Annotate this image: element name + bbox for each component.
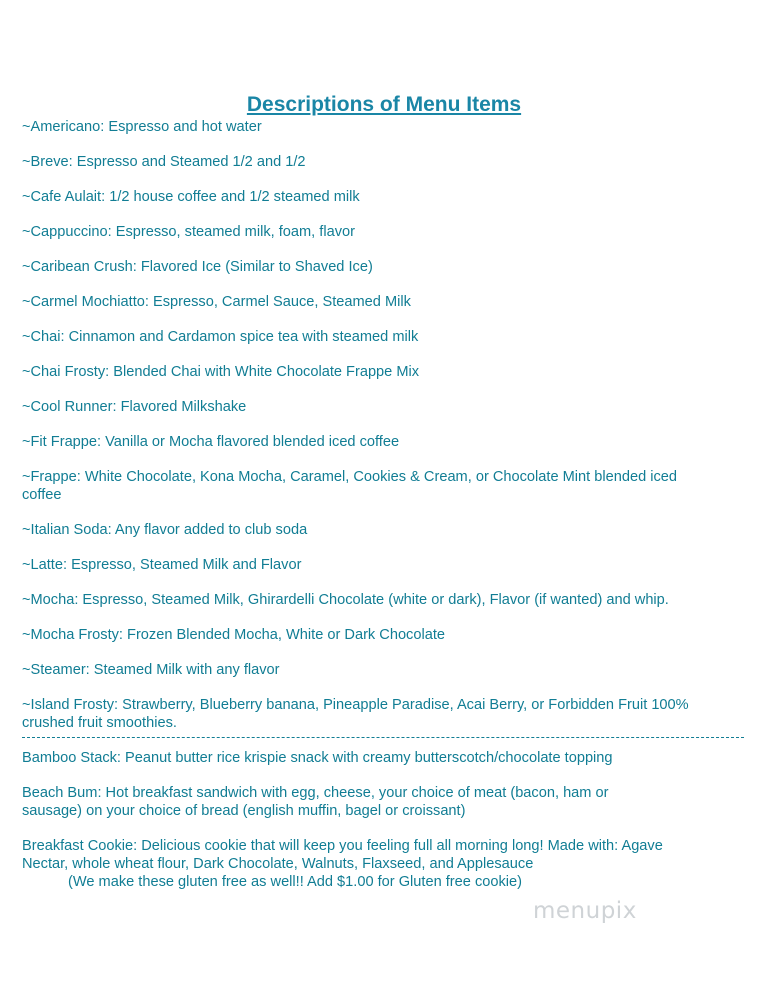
menu-item-fit-frappe: ~Fit Frappe: Vanilla or Mocha flavored blended iced coffee <box>22 434 400 450</box>
menu-item-mocha-frosty: ~Mocha Frosty: Frozen Blended Mocha, White or Dark Chocolate <box>22 627 445 643</box>
menu-item-caribean-crush: ~Caribean Crush: Flavored Ice (Similar to Shaved Ice) <box>22 259 373 275</box>
menu-item-beach-bum: Beach Bum: Hot breakfast sandwich with egg, cheese, your choice of meat (bacon, ham or <box>22 785 609 801</box>
menupix-watermark: menupix <box>533 898 637 924</box>
menu-item-cafe-aulait: ~Cafe Aulait: 1/2 house coffee and 1/2 steamed milk <box>22 189 360 205</box>
menu-item-latte: ~Latte: Espresso, Steamed Milk and Flavor <box>22 557 302 573</box>
menu-item-breve: ~Breve: Espresso and Steamed 1/2 and 1/2 <box>22 154 306 170</box>
menu-item-breakfast-cookie: Breakfast Cookie: Delicious cookie that will keep you feeling full all morning long! Made with: Agave <box>22 838 663 854</box>
menu-item-bamboo-stack: Bamboo Stack: Peanut butter rice krispie snack with creamy butterscotch/chocolate topping <box>22 750 613 766</box>
menu-item-cappuccino: ~Cappuccino: Espresso, steamed milk, foam, flavor <box>22 224 355 240</box>
menu-item-cool-runner: ~Cool Runner: Flavored Milkshake <box>22 399 247 415</box>
menu-item-carmel-mochiatto: ~Carmel Mochiatto: Espresso, Carmel Sauce, Steamed Milk <box>22 294 411 310</box>
menu-item-breakfast-cookie-cont: Nectar, whole wheat flour, Dark Chocolate, Walnuts, Flaxseed, and Applesauce <box>22 856 534 872</box>
gluten-free-note: (We make these gluten free as well!! Add $1.00 for Gluten free cookie) <box>68 874 523 890</box>
menu-item-steamer: ~Steamer: Steamed Milk with any flavor <box>22 662 280 678</box>
menu-item-beach-bum-cont: sausage) on your choice of bread (english muffin, bagel or croissant) <box>22 803 466 819</box>
page-title: Descriptions of Menu Items <box>246 93 522 116</box>
menu-item-frappe: ~Frappe: White Chocolate, Kona Mocha, Caramel, Cookies & Cream, or Chocolate Mint blended iced <box>22 469 678 485</box>
section-divider <box>22 737 744 738</box>
menu-item-italian-soda: ~Italian Soda: Any flavor added to club soda <box>22 522 308 538</box>
menu-item-chai-frosty: ~Chai Frosty: Blended Chai with White Chocolate Frappe Mix <box>22 364 420 380</box>
menu-item-americano: ~Americano: Espresso and hot water <box>22 119 262 135</box>
menu-item-mocha: ~Mocha: Espresso, Steamed Milk, Ghirardelli Chocolate (white or dark), Flavor (if wanted) and whip. <box>22 592 669 608</box>
menu-item-island-frosty: ~Island Frosty: Strawberry, Blueberry banana, Pineapple Paradise, Acai Berry, or Forbidden Fruit 100% <box>22 697 689 713</box>
menu-item-chai: ~Chai: Cinnamon and Cardamon spice tea with steamed milk <box>22 329 419 345</box>
menu-item-island-frosty-cont: crushed fruit smoothies. <box>22 715 177 731</box>
menu-item-frappe-cont: coffee <box>22 487 62 503</box>
